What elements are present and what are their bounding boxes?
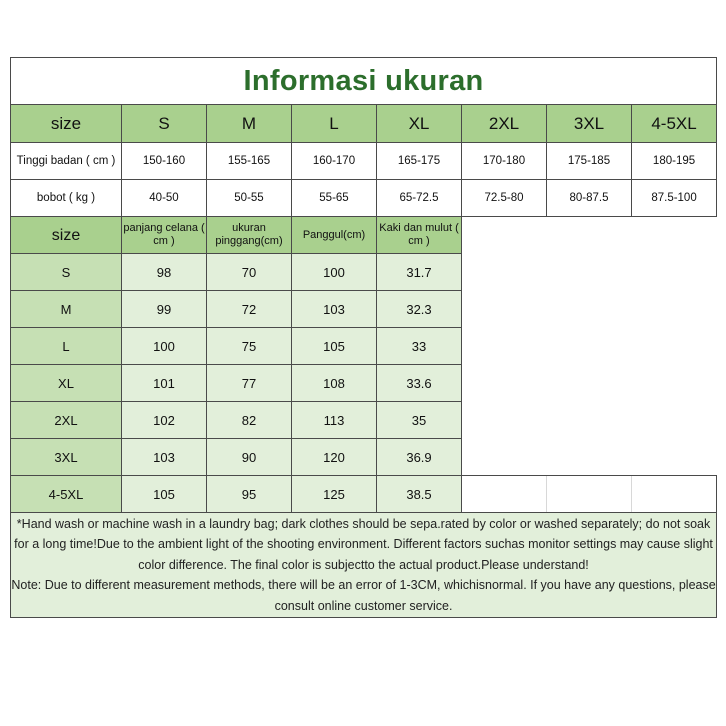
table-cell: 98 [122,254,207,291]
table-cell: 33.6 [377,365,462,402]
header-cell: 2XL [462,105,547,143]
table-cell: 101 [122,365,207,402]
header-cell: Panggul(cm) [292,217,377,254]
table-cell: 175-185 [547,143,632,180]
table-cell: 80-87.5 [547,180,632,217]
table-cell: 108 [292,365,377,402]
height-row [11,143,717,180]
table-cell: 125 [292,476,377,513]
table-cell: 77 [207,365,292,402]
table-row [11,402,717,439]
empty-area [462,439,717,476]
table-row [11,439,717,476]
empty-cell [547,476,632,513]
notes-box [11,513,717,618]
header-cell: M [207,105,292,143]
notes-row [11,513,717,618]
row-label: bobot ( kg ) [11,180,122,217]
table-cell: 113 [292,402,377,439]
table-cell: 170-180 [462,143,547,180]
size-header-row [11,105,717,143]
header-cell: size [11,217,122,254]
header-cell: 4-5XL [632,105,717,143]
table-cell: 100 [122,328,207,365]
table-cell: 33 [377,328,462,365]
header-cell: size [11,105,122,143]
table-cell: 90 [207,439,292,476]
empty-area [462,291,717,328]
row-label: 3XL [11,439,122,476]
table-cell: 150-160 [122,143,207,180]
table-cell: 99 [122,291,207,328]
table-cell: 100 [292,254,377,291]
header-cell: L [292,105,377,143]
empty-area [462,328,717,365]
empty-area [462,254,717,291]
table-row [11,328,717,365]
row-label: XL [11,365,122,402]
table-cell: 36.9 [377,439,462,476]
size-table [10,57,717,618]
table-row [11,291,717,328]
empty-area [462,217,717,254]
table-cell: 35 [377,402,462,439]
table-cell: 155-165 [207,143,292,180]
row-label: 4-5XL [11,476,122,513]
empty-cell [632,476,717,513]
table-row [11,254,717,291]
size-chart-sheet [10,57,716,618]
table-cell: 65-72.5 [377,180,462,217]
empty-cell [462,476,547,513]
care-instructions: *Hand wash or machine wash in a laundry bag; dark clothes should be sepa.rated by color or washed separately; do not soak for a long time!Due to the ambient light of the shooting environment. Different factors suchas monitor settings may cause slight color difference. The final color is subjectto the actual product.Please understand! [14,516,713,572]
table-cell: 31.7 [377,254,462,291]
table-cell: 180-195 [632,143,717,180]
table-cell: 70 [207,254,292,291]
row-label: 2XL [11,402,122,439]
row-label: S [11,254,122,291]
table-cell: 55-65 [292,180,377,217]
table-cell: 102 [122,402,207,439]
table-cell: 165-175 [377,143,462,180]
row-label: Tinggi badan ( cm ) [11,143,122,180]
table-cell: 40-50 [122,180,207,217]
table-cell: 75 [207,328,292,365]
header-cell: XL [377,105,462,143]
table-cell: 72.5-80 [462,180,547,217]
header-cell: ukuran pinggang(cm) [207,217,292,254]
table-cell: 50-55 [207,180,292,217]
table-cell: 82 [207,402,292,439]
page-title: Informasi ukuran [11,58,717,105]
table-cell: 160-170 [292,143,377,180]
empty-area [462,365,717,402]
table-cell: 105 [292,328,377,365]
header-cell: 3XL [547,105,632,143]
measurement-note: Note: Due to different measurement methods, there will be an error of 1-3CM, whichisnormal. If you have any questions, please consult online customer service. [11,578,716,613]
measurement-header-row [11,217,717,254]
table-cell: 32.3 [377,291,462,328]
empty-area [462,402,717,439]
table-row [11,476,717,513]
table-cell: 38.5 [377,476,462,513]
table-cell: 95 [207,476,292,513]
table-cell: 103 [122,439,207,476]
table-cell: 103 [292,291,377,328]
table-cell: 72 [207,291,292,328]
header-cell: Kaki dan mulut ( cm ) [377,217,462,254]
table-cell: 105 [122,476,207,513]
row-label: M [11,291,122,328]
weight-row [11,180,717,217]
table-cell: 120 [292,439,377,476]
header-cell: S [122,105,207,143]
table-cell: 87.5-100 [632,180,717,217]
table-row [11,365,717,402]
header-cell: panjang celana ( cm ) [122,217,207,254]
row-label: L [11,328,122,365]
